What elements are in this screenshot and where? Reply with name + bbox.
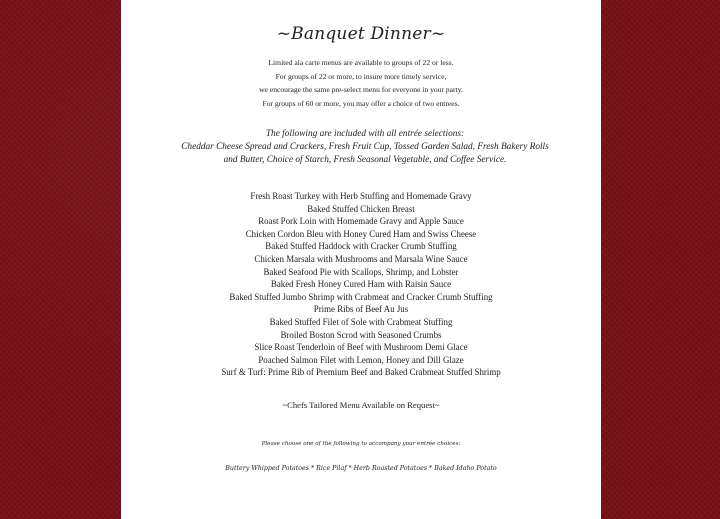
included-heading: The following are included with all entrée selections: bbox=[265, 129, 465, 139]
entree-item: Fresh Roast Turkey with Herb Stuffing and Homemade Gravy bbox=[250, 191, 472, 201]
entree-item: Roast Pork Loin with Homemade Gravy and Apple Sauce bbox=[258, 216, 464, 227]
included-text: Cheddar Cheese Spread and Crackers, Fresh Fruit Cup, Tossed Garden Salad, Fresh Bakery Rolls and Butter, Choice of Starch, Fresh Seasonal Vegetable, and Coffee Service. bbox=[181, 142, 549, 165]
entree-list bbox=[121, 190, 601, 379]
entree-item: Baked Stuffed Chicken Breast bbox=[307, 203, 415, 214]
starch-options: Buttery Whipped Potatoes * Rice Pilaf * Herb Roasted Potatoes * Baked Idaho Potato bbox=[225, 465, 497, 472]
entree-item: Baked Stuffed Jumbo Shrimp with Crabmeat and Cracker Crumb Stuffing bbox=[229, 291, 493, 302]
intro-line: Limited ala carte menus are available to groups of 22 or less. bbox=[268, 58, 454, 67]
entree-item: Baked Seafood Pie with Scallops, Shrimp, and Lobster bbox=[263, 266, 459, 277]
entree-item: Prime Ribs of Beef Au Jus bbox=[313, 304, 409, 315]
included-items bbox=[175, 128, 555, 167]
entree-item: Slice Roast Tenderloin of Beef with Mushroom Demi Glace bbox=[254, 342, 468, 353]
intro-line: For groups of 22 or more, to insure more timely service, bbox=[275, 71, 447, 81]
menu-title: ~Banquet Dinner~ bbox=[276, 24, 446, 44]
intro-line: For groups of 60 or more, you may offer a choice of two entrees. bbox=[262, 98, 460, 108]
intro-text bbox=[121, 56, 601, 110]
intro-line: we encourage the same pre-select menu for everyone in your party. bbox=[259, 85, 463, 94]
entree-item: Baked Stuffed Filet of Sole with Crabmeat Stuffing bbox=[269, 316, 453, 327]
entree-item: Broiled Boston Scrod with Seasoned Crumbs bbox=[280, 329, 442, 340]
entree-item: Surf & Turf: Prime Rib of Premium Beef and Baked Crabmeat Stuffed Shrimp bbox=[221, 367, 501, 378]
menu-page bbox=[121, 0, 601, 519]
entree-item: Chicken Cordon Bleu with Honey Cured Ham and Swiss Cheese bbox=[245, 228, 477, 239]
starch-prompt: Please choose one of the following to accompany your entrée choices: bbox=[261, 441, 461, 447]
chefs-note: ~Chefs Tailored Menu Available on Request~ bbox=[282, 400, 440, 410]
entree-item: Chicken Marsala with Mushrooms and Marsala Wine Sauce bbox=[254, 253, 468, 264]
entree-item: Poached Salmon Filet with Lemon, Honey and Dill Glaze bbox=[258, 354, 464, 365]
entree-item: Baked Fresh Honey Cured Ham with Raisin Sauce bbox=[270, 279, 452, 290]
entree-item: Baked Stuffed Haddock with Cracker Crumb Stuffing bbox=[265, 241, 457, 252]
